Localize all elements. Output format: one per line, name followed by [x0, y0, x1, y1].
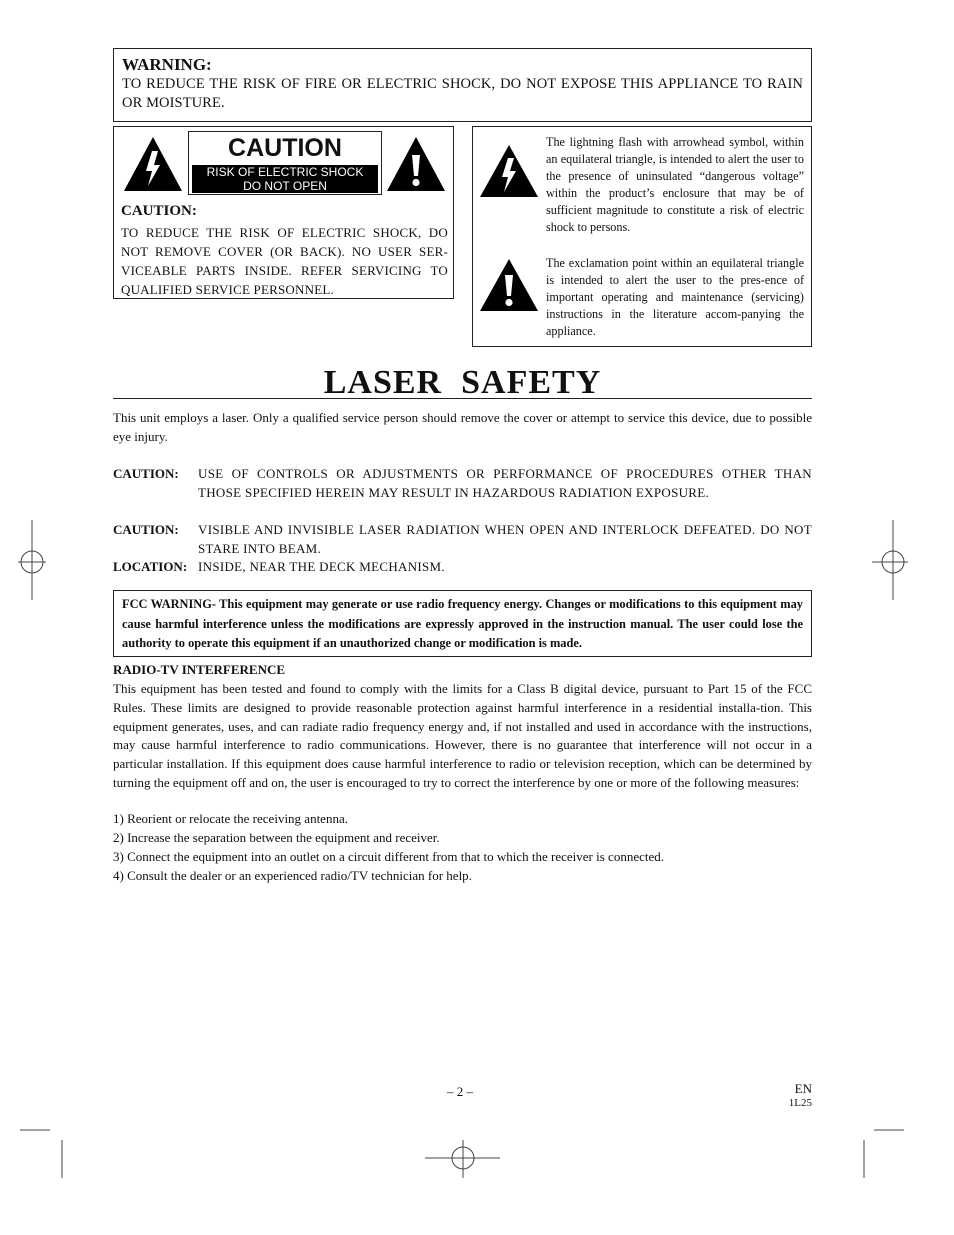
- exclamation-symbol-description: The exclamation point within an equilateral triangle is intended to alert the user to the pres-ence of important operating and maintenance (servicing) instructions in the literature accom-panying the appliance.: [546, 256, 804, 338]
- language-code: EN: [794, 1081, 812, 1096]
- fcc-warning-text: FCC WARNING- This equipment may generate or use radio frequency energy. Changes or modifications to this equipment may cause harmful interference unless the modifications are expressly approved in the instruction manual. The user could lose the authority to operate this equipment if an unauthorized change or modification is made.: [122, 597, 803, 650]
- caution-label-box: [188, 131, 382, 195]
- symbols-box: [472, 126, 812, 347]
- exclamation-symbol-icon: [478, 257, 540, 313]
- warning-text: TO REDUCE THE RISK OF FIRE OR ELECTRIC SHOCK, DO NOT EXPOSE THIS APPLIANCE TO RAIN OR MOISTURE.: [122, 76, 803, 111]
- measure-item-3: 3) Connect the equipment into an outlet on a circuit different from that to which the receiver is connected.: [113, 849, 664, 864]
- location-label: LOCATION:: [113, 559, 188, 574]
- exclamation-warning-icon: [385, 135, 447, 193]
- caution-1-text: USE OF CONTROLS OR ADJUSTMENTS OR PERFORMANCE OF PROCEDURES OTHER THAN THOSE SPECIFIED HEREIN MAY RESULT IN HAZARDOUS RADIATION EXPOSURE.: [198, 466, 812, 500]
- model-code: 1L25: [788, 1097, 812, 1109]
- warning-box: [113, 48, 812, 122]
- page-title: LASER SAFETY: [323, 364, 602, 401]
- caution-label: CAUTION: [228, 134, 342, 162]
- caution-text: TO REDUCE THE RISK OF ELECTRIC SHOCK, DO NOT REMOVE COVER (OR BACK). NO USER SER-VICEABLE PARTS INSIDE. REFER SERVICING TO QUALIFIED SERVICE PERSONNEL.: [121, 225, 448, 297]
- lightning-symbol-description: The lightning flash with arrowhead symbol, within an equilateral triangle, is intended to alert the user to the presence of uninsulated “dangerous voltage” within the product’s enclosure that may be of sufficient magnitude to constitute a risk of electric shock to persons.: [546, 135, 804, 234]
- caution-2-text: VISIBLE AND INVISIBLE LASER RADIATION WHEN OPEN AND INTERLOCK DEFEATED. DO NOT STARE INTO BEAM.: [198, 522, 812, 556]
- page-number: – 2 –: [447, 1084, 473, 1099]
- measure-item-4: 4) Consult the dealer or an experienced radio/TV technician for help.: [113, 868, 472, 883]
- risk-line-1: RISK OF ELECTRIC SHOCK: [206, 165, 364, 179]
- caution-2-label: CAUTION:: [113, 522, 179, 537]
- measure-item-1: 1) Reorient or relocate the receiving antenna.: [113, 811, 348, 826]
- lightning-symbol-icon: [478, 143, 540, 199]
- caution-subtitle: CAUTION:: [121, 203, 197, 219]
- location-text: INSIDE, NEAR THE DECK MECHANISM.: [198, 559, 445, 574]
- radio-tv-body: This equipment has been tested and found to comply with the limits for a Class B digital device, pursuant to Part 15 of the FCC Rules. These limits are designed to provide reasonable protection against harmful interference in a residential installa-tion. This equipment generates, uses, and can radiate radio frequency energy and, if not installed and used in accordance with the instructions, may cause harmful interference to radio communications. However, there is no guarantee that interference will not occur in a particular installation. If this equipment does cause harmful interference to radio or television reception, which can be determined by turning the equipment off and on, the user is encouraged to try to correct the interference by one or more of the following measures:: [113, 681, 812, 790]
- laser-intro: This unit employs a laser. Only a qualified service person should remove the cover or attempt to service this device, due to possible eye injury.: [113, 410, 812, 444]
- caution-1-label: CAUTION:: [113, 466, 179, 481]
- fcc-warning-box: [113, 590, 812, 657]
- warning-title: WARNING:: [122, 55, 212, 74]
- lightning-warning-icon: [122, 135, 184, 193]
- radio-tv-heading: RADIO-TV INTERFERENCE: [113, 662, 286, 677]
- risk-of-shock-banner: [192, 165, 378, 193]
- risk-line-2: DO NOT OPEN: [243, 179, 327, 193]
- caution-box: [113, 126, 454, 299]
- title-divider: [113, 398, 812, 399]
- measure-item-2: 2) Increase the separation between the equipment and receiver.: [113, 830, 440, 845]
